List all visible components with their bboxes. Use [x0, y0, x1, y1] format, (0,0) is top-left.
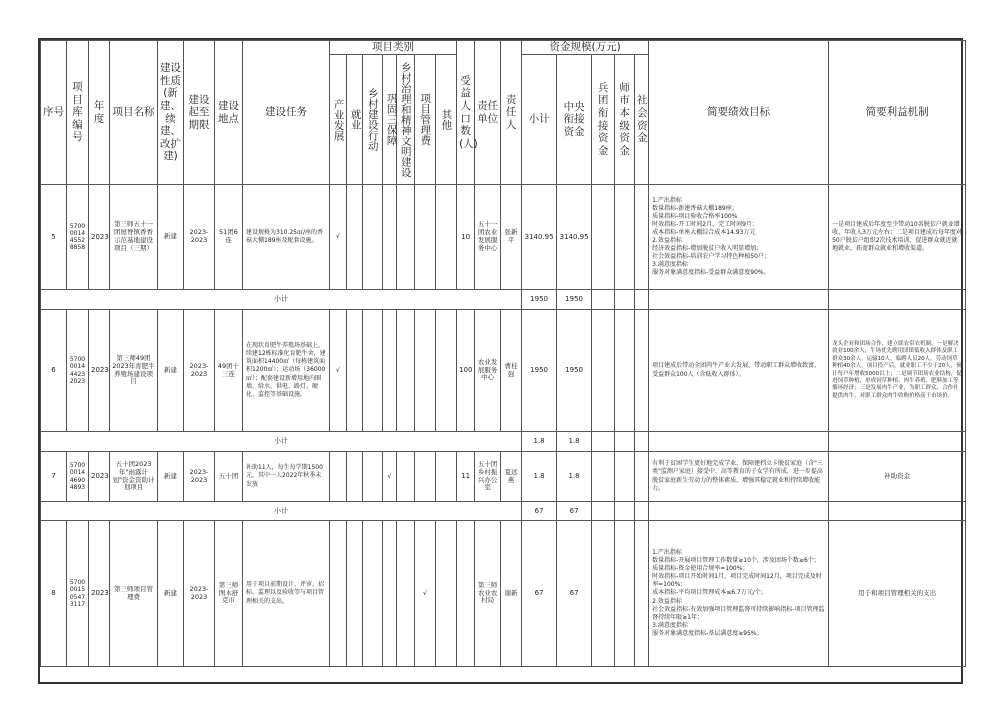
subtotal-central: 1950	[557, 290, 592, 310]
cell-fund-corps	[592, 185, 615, 290]
cell-cat-other	[436, 185, 457, 290]
cell-nature: 新建	[158, 521, 184, 667]
col-cat-governance: 乡村治理和精神文明建设	[397, 55, 415, 185]
cell-name: 第三师项目管理费	[110, 521, 158, 667]
cell-fund-social	[635, 310, 649, 432]
subtotal-row	[41, 432, 966, 452]
cell-resp-unit: 五十团乡村振兴办公室	[475, 452, 501, 502]
col-code: 项目库编号	[67, 41, 89, 185]
cell-fund-central: 1950	[557, 310, 592, 432]
cell-seq: 6	[41, 310, 67, 432]
cell-cat-industry: √	[330, 310, 347, 432]
cell-cat-governance	[397, 521, 415, 667]
cell-seq: 7	[41, 452, 67, 502]
cell-cat-rural	[363, 185, 383, 290]
col-fund-social: 社会资金	[635, 55, 649, 185]
cell-beneficiaries: 100	[457, 310, 475, 432]
col-name: 项目名称	[110, 41, 158, 185]
cell-goals: 1.产出指标 数量指标-开展项目管理工作数量≥10个，涉及团场个数≥6个； 质量指标-资金使用合规率=100%； 时效指标-项目开始时间1月，项目完成时间12月，项目完成及时率=100%； 成本指标-平均项目管理成本≤6.7万元/个； 2.效益指标 社会效益指标-有效加强项目管理监督可持续影响指标-项目管理监督持续年限≥1年； 3.满意度指标 服务对象满意度指标-基层满意度≥95%。	[649, 521, 829, 667]
header-row-1	[41, 41, 966, 55]
cell-cat-other	[436, 310, 457, 432]
cell-year: 2023	[89, 521, 110, 667]
cell-nature: 新建	[158, 452, 184, 502]
subtotal-total: 1950	[522, 290, 557, 310]
cell-resp-person: 谢新	[501, 521, 522, 667]
cell-beneficiaries: 10	[457, 185, 475, 290]
cell-task: 补助11人，每生每学期1500元，其中一人2022年秋季未发放	[243, 452, 330, 502]
cell-cat-rural	[363, 452, 383, 502]
cell-code: 5700001446904893	[67, 452, 89, 502]
col-year: 年度	[89, 41, 110, 185]
cell-cat-other	[436, 521, 457, 667]
cell-cat-employment	[347, 185, 363, 290]
cell-location: 第三师图木舒克市	[215, 521, 243, 667]
cell-task: 用于项目前期设计、评审、招标、监理以及验收等与项目管理相关的支出。	[243, 521, 330, 667]
cell-fund-total: 1.8	[522, 452, 557, 502]
cell-beneficiaries: 11	[457, 452, 475, 502]
cell-fund-central: 67	[557, 521, 592, 667]
subtotal-total: 67	[522, 502, 557, 521]
col-fund-total: 小计	[522, 55, 557, 185]
cell-cat-employment	[347, 452, 363, 502]
cell-seq: 8	[41, 521, 67, 667]
col-benefit: 简要利益机制	[829, 41, 966, 185]
cell-cat-other	[436, 452, 457, 502]
cell-fund-corps	[592, 452, 615, 502]
cell-cat-employment	[347, 310, 363, 432]
cell-fund-corps	[592, 310, 615, 432]
cell-nature: 新建	[158, 310, 184, 432]
table-row	[41, 521, 966, 667]
cell-resp-person: 张新平	[501, 185, 522, 290]
cell-code: 5700001445528858	[67, 185, 89, 290]
subtotal-total: 1.8	[522, 432, 557, 452]
subtotal-label: 小计	[41, 502, 522, 521]
cell-cat-rural	[363, 310, 383, 432]
cell-task: 在现状育肥牛养殖场基础上，续建12栋标准化育肥牛舍，建筑面积14400㎡（每栋建筑面积1200㎡）；运动场（36000㎡）；配套建设新增用地内圈墙、给水、供电、路灯、硬化、监控等基础设施。	[243, 310, 330, 432]
cell-fund-division	[615, 310, 635, 432]
cell-fund-social	[635, 185, 649, 290]
col-beneficiaries: 受益人口数(人)	[457, 41, 475, 185]
subtotal-label: 小计	[41, 290, 522, 310]
cell-cat-industry: √	[330, 185, 347, 290]
cell-period: 2023-2023	[184, 310, 215, 432]
cell-period: 2023-2023	[184, 452, 215, 502]
cell-fund-total: 67	[522, 521, 557, 667]
cell-cat-guarantee	[383, 521, 397, 667]
cell-period: 2023-2023	[184, 185, 215, 290]
col-fund-corps: 兵团衔接资金	[592, 55, 615, 185]
cell-fund-division	[615, 185, 635, 290]
cell-year: 2023	[89, 452, 110, 502]
cell-task: 建设规格为310.25㎡/座的香菇大棚189座及配套设施。	[243, 185, 330, 290]
cell-seq: 5	[41, 185, 67, 290]
cell-cat-employment	[347, 521, 363, 667]
project-table	[40, 40, 966, 667]
col-period: 建设起至期限	[184, 41, 215, 185]
table-row	[41, 310, 966, 432]
col-task: 建设任务	[243, 41, 330, 185]
cell-beneficiaries	[457, 521, 475, 667]
cell-year: 2023	[89, 310, 110, 432]
subtotal-label: 小计	[41, 432, 522, 452]
cell-cat-guarantee	[383, 310, 397, 432]
cell-resp-person: 夏远燕	[501, 452, 522, 502]
col-goals: 简要绩效目标	[649, 41, 829, 185]
cell-cat-guarantee: √	[383, 452, 397, 502]
col-fund-central: 中央衔接资金	[557, 55, 592, 185]
col-cat-employment: 就业	[347, 55, 363, 185]
cell-code: 5700001505473117	[67, 521, 89, 667]
subtotal-row	[41, 502, 966, 521]
subtotal-central: 1.8	[557, 432, 592, 452]
cell-cat-industry	[330, 452, 347, 502]
cell-benefit: 龙头企业和团场合作，建立联农带农机制，一是解决就业100余人，牛场优先聘用团镇低收入群体及职工群众30余人，运输10人，临聘人员20人，劳动饲草种植40余人，项目投产后，就业职工不少于20人，预计每户年增收5000以上；二是调节团场农业结构，促进饲草种植，形成饲草种植、肉牛养殖、肥料加工等循环经济；三是发展肉牛产业，为职工群众、合作社提供肉牛，对职工群众肉牛收购价格高于市场价。	[829, 310, 966, 432]
cell-benefit: 一是项目建成后年度至少带动10名脱贫户就业增收，年收入3万元左右；二是项目建成后每年度对50户脱贫户组织2次技术培训，促进群众就近就地就业，拓宽群众就业和增收渠道。	[829, 185, 966, 290]
table-row	[41, 185, 966, 290]
col-cat-mgmt: 项目管理费	[415, 55, 436, 185]
cell-name: 第三师五十一团屋脊镇香香示范基地建设项目（三期）	[110, 185, 158, 290]
cell-fund-social	[635, 452, 649, 502]
col-cat-industry: 产业发展	[330, 55, 347, 185]
cell-location: 五十团	[215, 452, 243, 502]
cell-benefit: 补助资金	[829, 452, 966, 502]
table-row	[41, 452, 966, 502]
cell-period: 2023-2023	[184, 521, 215, 667]
project-table-sheet	[38, 38, 963, 684]
col-cat-other: 其他	[436, 55, 457, 185]
col-cat-guarantee: 巩固三保障	[383, 55, 397, 185]
cell-nature: 新建	[158, 185, 184, 290]
col-nature: 建设性质(新建、续建、改扩建)	[158, 41, 184, 185]
cell-fund-central: 3140.95	[557, 185, 592, 290]
col-category-group: 项目类别	[330, 41, 457, 55]
cell-fund-total: 3140.95	[522, 185, 557, 290]
cell-fund-social	[635, 521, 649, 667]
cell-cat-governance	[397, 452, 415, 502]
cell-location: 51团6连	[215, 185, 243, 290]
cell-fund-total: 1950	[522, 310, 557, 432]
col-funds-group: 资金规模(万元)	[522, 41, 649, 55]
cell-fund-division	[615, 452, 635, 502]
cell-cat-industry	[330, 521, 347, 667]
cell-cat-mgmt	[415, 452, 436, 502]
col-fund-division: 师市本级资金	[615, 55, 635, 185]
subtotal-central: 67	[557, 502, 592, 521]
col-resp-unit: 责任单位	[475, 41, 501, 185]
cell-cat-governance	[397, 185, 415, 290]
cell-goals: 项目建成后带动全团肉牛产业大发展，带动职工群众增收致富，受益群众100人（含低收入群体）。	[649, 310, 829, 432]
cell-fund-division	[615, 521, 635, 667]
cell-cat-mgmt: √	[415, 521, 436, 667]
cell-fund-corps	[592, 521, 615, 667]
cell-location: 49团十三连	[215, 310, 243, 432]
cell-name: 第三师49团2023年育肥牛养殖场建设项目	[110, 310, 158, 432]
col-resp-person: 责任人	[501, 41, 522, 185]
cell-resp-unit: 五十一团农业发展服务中心	[475, 185, 501, 290]
col-seq: 序号	[41, 41, 67, 185]
cell-code: 5700001444232023	[67, 310, 89, 432]
cell-name: 五十团2023年"雨露计划"资金资助计划项目	[110, 452, 158, 502]
cell-cat-mgmt	[415, 310, 436, 432]
cell-goals: 有利于贫困学生更好地完成学业，保障建档立卡脱贫家庭（含"三类"监测户家庭）接受中、高等教育的子女学有所成，进一步提高脱贫家庭新生劳动力的整体素质，增强其稳定就业和持续增收能力。	[649, 452, 829, 502]
cell-goals: 1.产出指标 数量指标-新建香菇大棚189座； 质量指标-项目验收合格率100% 时效指标-开工时间2月，完工时间9月； 成本指标-单座大棚综合成本14.93万元 2.效益指标 经济效益指标-增加脱贫户收入明显增加； 社会效益指标-培训农户学习特色种植50户； 3.满意度指标 服务对象满意度指标-受益群众满意度90%。	[649, 185, 829, 290]
cell-cat-governance	[397, 310, 415, 432]
cell-cat-mgmt	[415, 185, 436, 290]
cell-resp-person: 曹桂强	[501, 310, 522, 432]
cell-year: 2023	[89, 185, 110, 290]
cell-cat-guarantee	[383, 185, 397, 290]
col-location: 建设地点	[215, 41, 243, 185]
cell-benefit: 用于和项目管理相关的支出	[829, 521, 966, 667]
cell-resp-unit: 农业发展服务中心	[475, 310, 501, 432]
cell-resp-unit: 第三师农业农村局	[475, 521, 501, 667]
subtotal-row	[41, 290, 966, 310]
col-cat-rural: 乡村建设行动	[363, 55, 383, 185]
cell-cat-rural	[363, 521, 383, 667]
cell-fund-central: 1.8	[557, 452, 592, 502]
